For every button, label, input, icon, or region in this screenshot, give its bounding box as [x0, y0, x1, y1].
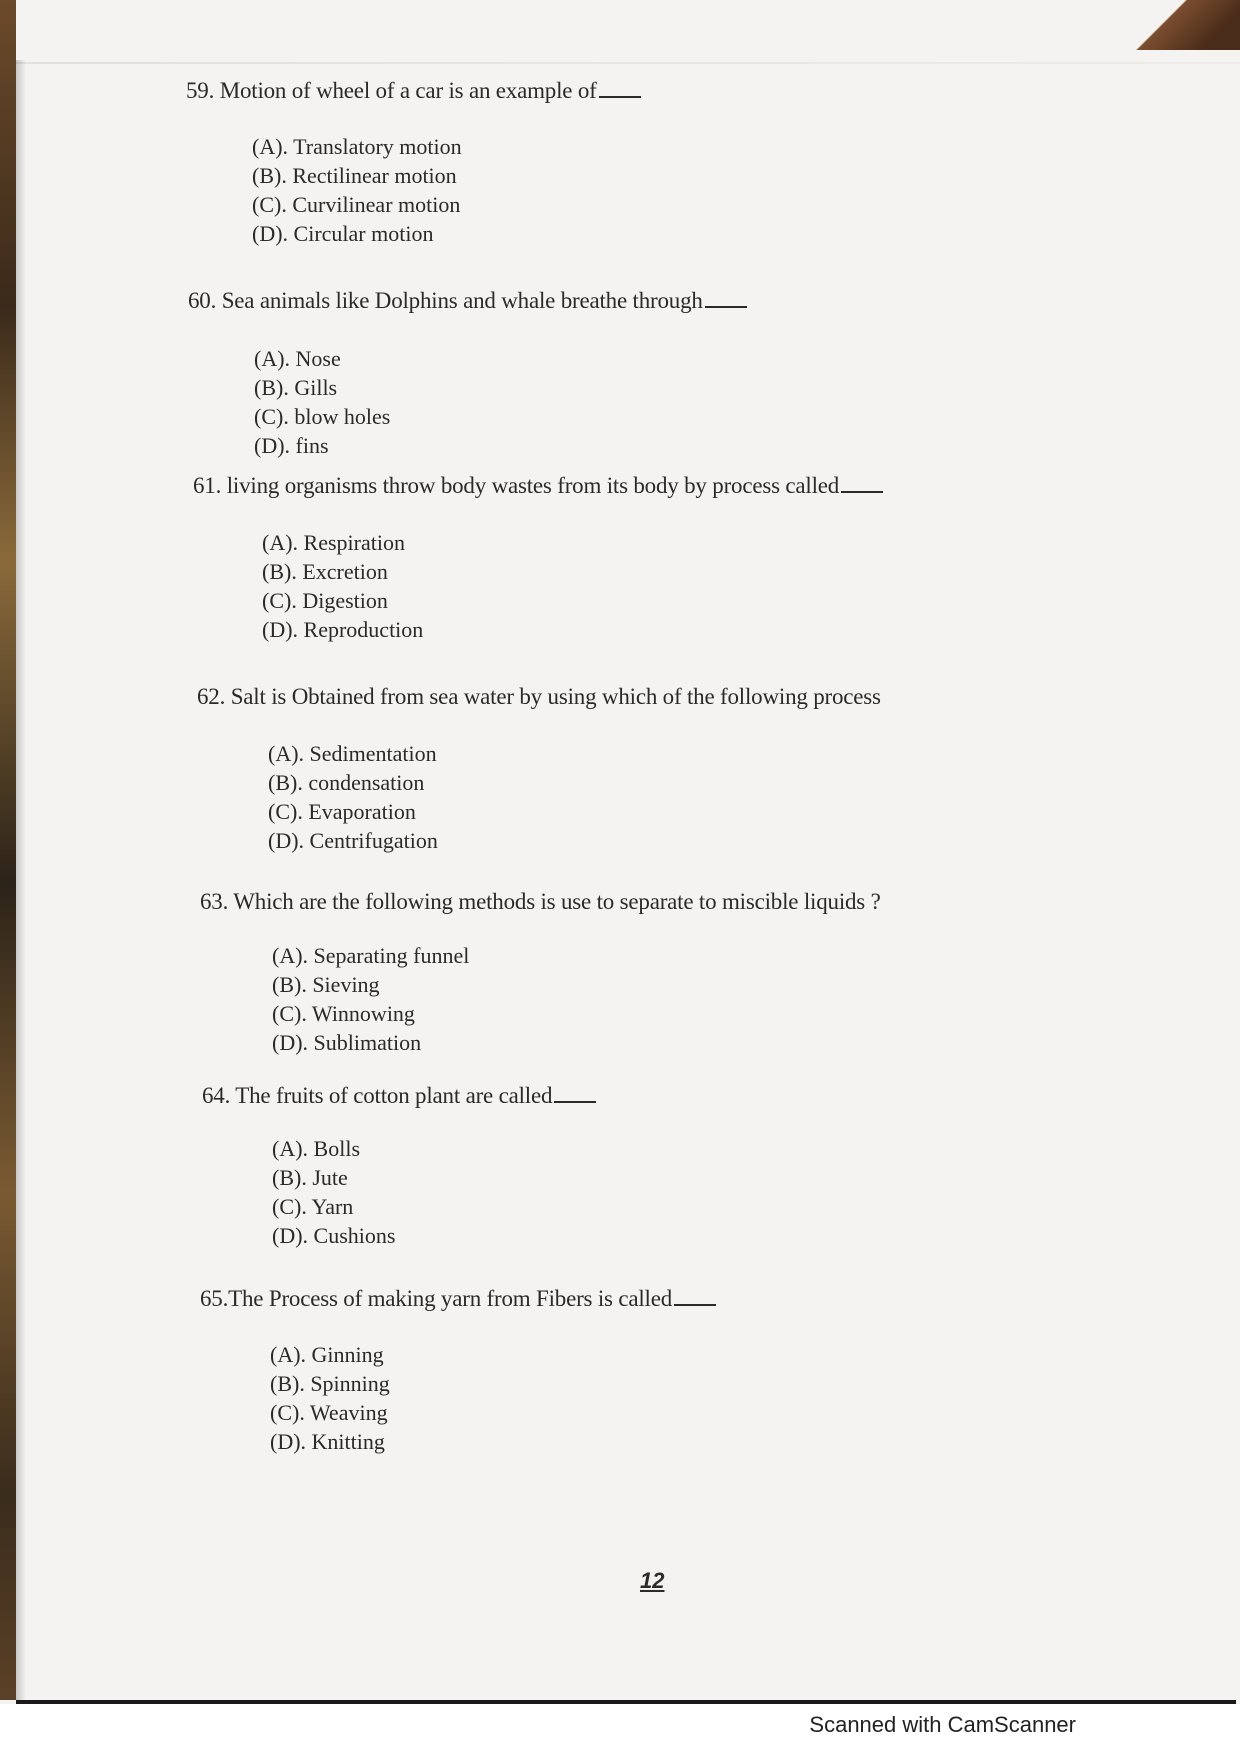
answer-option: (C). Evaporation [268, 799, 416, 824]
question-label: 59. Motion of wheel of a car is an example of [186, 78, 597, 103]
question-label: 62. Salt is Obtained from sea water by using which of the following process [197, 684, 881, 709]
camscanner-watermark: Scanned with CamScanner [809, 1712, 1076, 1737]
question-text [197, 684, 881, 710]
question-text [186, 78, 641, 104]
answer-option: (D). Knitting [270, 1429, 385, 1454]
answer-option: (B). Sieving [272, 972, 380, 997]
page-number: 12 [640, 1568, 665, 1593]
answer-blank [841, 491, 883, 493]
answer-blank [705, 306, 747, 308]
question-text [200, 1286, 716, 1312]
book-binding-edge [0, 0, 16, 1700]
answer-option: (A). Nose [254, 346, 341, 371]
answer-blank [554, 1101, 596, 1103]
answer-option: (B). Spinning [270, 1371, 390, 1396]
question-text [188, 288, 747, 314]
answer-option: (D). Sublimation [272, 1030, 422, 1055]
answer-option: (D). Circular motion [252, 221, 434, 246]
answer-option: (D). Centrifugation [268, 828, 438, 853]
answer-option: (A). Respiration [262, 530, 405, 555]
answer-option: (A). Bolls [272, 1136, 360, 1161]
answer-blank [599, 96, 641, 98]
answer-option: (C). Curvilinear motion [252, 192, 461, 217]
question-label: 63. Which are the following methods is use to separate to miscible liquids ? [200, 889, 881, 914]
answer-option: (D). Reproduction [262, 617, 424, 642]
background-corner [1100, 0, 1240, 50]
binding-shadow [16, 60, 26, 1700]
answer-option: (A). Ginning [270, 1342, 384, 1367]
answer-option: (D). fins [254, 433, 329, 458]
answer-option: (A). Sedimentation [268, 741, 437, 766]
question-label: 65.The Process of making yarn from Fibers is called [200, 1286, 673, 1311]
question-label: 61. living organisms throw body wastes from its body by process called [193, 473, 840, 498]
answer-option: (D). Cushions [272, 1223, 396, 1248]
question-label: 60. Sea animals like Dolphins and whale breathe through [188, 288, 703, 313]
answer-option: (C). Yarn [272, 1194, 354, 1219]
page-top-edge [16, 62, 1240, 64]
answer-option: (B). Excretion [262, 559, 388, 584]
answer-option: (B). Gills [254, 375, 338, 400]
answer-option: (A). Translatory motion [252, 134, 462, 159]
answer-blank [674, 1304, 716, 1306]
answer-option: (B). Rectilinear motion [252, 163, 457, 188]
answer-option: (B). condensation [268, 770, 425, 795]
question-text [202, 1083, 596, 1109]
answer-option: (C). Digestion [262, 588, 388, 613]
answer-option: (B). Jute [272, 1165, 348, 1190]
question-label: 64. The fruits of cotton plant are called [202, 1083, 553, 1108]
answer-option: (C). Weaving [270, 1400, 388, 1425]
answer-option: (A). Separating funnel [272, 943, 470, 968]
answer-option: (C). Winnowing [272, 1001, 415, 1026]
question-text [193, 473, 883, 499]
answer-option: (C). blow holes [254, 404, 391, 429]
question-text [200, 889, 881, 915]
